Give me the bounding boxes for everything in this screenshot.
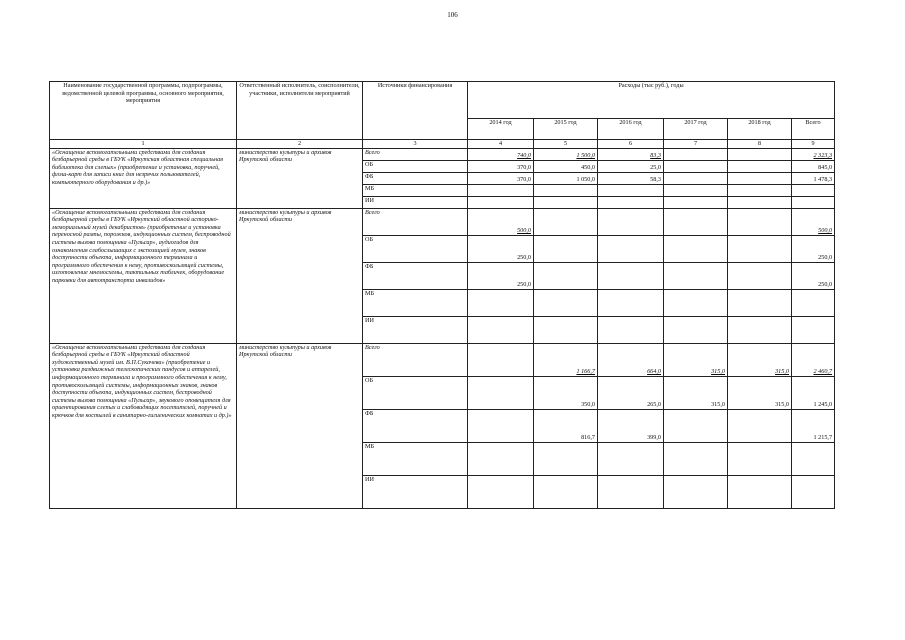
year-value <box>598 235 664 262</box>
column-number: 1 <box>50 140 237 149</box>
year-header: 2015 год <box>534 119 598 140</box>
total-value: 250,0 <box>792 235 835 262</box>
year-value <box>598 316 664 343</box>
year-value <box>468 196 534 208</box>
column-number: 3 <box>363 140 468 149</box>
column-number: 4 <box>468 140 534 149</box>
year-value: 816,7 <box>534 409 598 442</box>
year-value: 58,3 <box>598 172 664 184</box>
funding-source: ИИ <box>363 196 468 208</box>
year-value <box>728 160 792 172</box>
year-value: 250,0 <box>468 235 534 262</box>
year-value <box>664 409 728 442</box>
header-row <box>50 82 835 119</box>
column-number: 7 <box>664 140 728 149</box>
year-value: 315,0 <box>728 343 792 376</box>
funding-source: Всего <box>363 343 468 376</box>
year-value <box>728 442 792 475</box>
funding-source: Всего <box>363 208 468 235</box>
total-value: 1 245,0 <box>792 376 835 409</box>
year-value <box>728 172 792 184</box>
funding-source: ОБ <box>363 160 468 172</box>
activity-description: «Оснащение вспомогательными средствами для создания безбарьерной среды в ГБУК «Иркутский областной историко-мемориальный музей декабристов» (приобретение и установка переносной рампы, порожков, индукционных систем, беспроводной системы вызова помощника «Пульсар», аудиогидов для ознакомления слабослышащих с экспозицией музея, знаков доступности объекта, информационного терминала и программного обеспечения к нему, противоскользящей системы, изготовление мнемосхемы, тактильных табличек, оборудование парковки для автотранспорта инвалидов» <box>50 208 237 343</box>
year-header: 2017 год <box>664 119 728 140</box>
year-value <box>468 442 534 475</box>
activity-description: «Оснащение вспомогательными средствами для создания безбарьерной среды в ГБУК «Иркутский областной художественный музей им. В.П.Сукачева» (приобретение и установка раздвижных телескопических пандусов и аппарелей, информационного терминала и программного обеспечения к нему, противоскользящей системы, информационных знаков, знаков доступности объекта, индукционных систем, беспроводной системы вызова помощника «Пульсар», звукового оповещателя для ориентирования слепых и слабовидящих посетителей, поручней и крючков для костылей в санитарно-гигиенических комнатах и др.)» <box>50 343 237 508</box>
year-value: 1 050,0 <box>534 172 598 184</box>
year-value <box>664 235 728 262</box>
year-value <box>468 316 534 343</box>
column-number: 5 <box>534 140 598 149</box>
year-value: 740,0 <box>468 148 534 160</box>
executor-cell: министерство культуры и архивов Иркутской области <box>237 148 363 208</box>
year-header: 2016 год <box>598 119 664 140</box>
funding-source: МБ <box>363 184 468 196</box>
executor-cell: министерство культуры и архивов Иркутской области <box>237 343 363 508</box>
year-value <box>468 343 534 376</box>
year-value: 1 500,0 <box>534 148 598 160</box>
funding-source: ФБ <box>363 262 468 289</box>
year-value: 350,0 <box>534 376 598 409</box>
table-body <box>50 148 835 508</box>
year-value <box>664 184 728 196</box>
budget-table <box>49 81 835 509</box>
year-header: 2014 год <box>468 119 534 140</box>
year-value: 370,0 <box>468 160 534 172</box>
year-value <box>728 316 792 343</box>
year-value <box>664 160 728 172</box>
year-value <box>534 208 598 235</box>
year-value <box>728 475 792 508</box>
year-value <box>728 289 792 316</box>
total-value <box>792 196 835 208</box>
year-value <box>664 289 728 316</box>
col-expenses-header: Расходы (тыс руб.), годы <box>468 82 835 119</box>
total-header: Всего <box>792 119 835 140</box>
year-value: 1 166,7 <box>534 343 598 376</box>
page-number: 106 <box>447 11 458 19</box>
total-value: 845,0 <box>792 160 835 172</box>
total-value: 2 460,7 <box>792 343 835 376</box>
year-value <box>534 262 598 289</box>
funding-source: ИИ <box>363 316 468 343</box>
year-value <box>598 208 664 235</box>
column-number: 9 <box>792 140 835 149</box>
year-value: 250,0 <box>468 262 534 289</box>
year-value <box>534 235 598 262</box>
funding-source: ФБ <box>363 172 468 184</box>
year-value: 315,0 <box>664 376 728 409</box>
year-value <box>598 442 664 475</box>
funding-source: Всего <box>363 148 468 160</box>
column-number: 2 <box>237 140 363 149</box>
year-value <box>534 316 598 343</box>
total-value <box>792 316 835 343</box>
col-program-header: Наименование государственной программы, подпрограммы, ведомственной целевой программы, основного мероприятия, мероприятия <box>50 82 237 140</box>
table-row <box>50 208 835 235</box>
year-value <box>468 184 534 196</box>
year-value: 265,0 <box>598 376 664 409</box>
year-value <box>664 172 728 184</box>
column-number-row <box>50 140 835 149</box>
year-value <box>728 148 792 160</box>
year-value <box>534 442 598 475</box>
year-value: 370,0 <box>468 172 534 184</box>
table-row <box>50 148 835 160</box>
year-value <box>728 235 792 262</box>
total-value <box>792 289 835 316</box>
total-value: 250,0 <box>792 262 835 289</box>
year-value <box>664 208 728 235</box>
total-value: 1 215,7 <box>792 409 835 442</box>
year-value <box>534 196 598 208</box>
year-value <box>598 184 664 196</box>
col-source-header: Источники финансирования <box>363 82 468 140</box>
total-value: 500,0 <box>792 208 835 235</box>
year-value: 315,0 <box>728 376 792 409</box>
total-value: 1 478,3 <box>792 172 835 184</box>
table-row <box>50 343 835 376</box>
year-value: 500,0 <box>468 208 534 235</box>
year-value <box>664 442 728 475</box>
year-value <box>728 196 792 208</box>
year-value <box>468 289 534 316</box>
year-value: 25,0 <box>598 160 664 172</box>
year-value <box>598 262 664 289</box>
year-value <box>468 409 534 442</box>
total-value <box>792 475 835 508</box>
funding-source: ОБ <box>363 235 468 262</box>
year-value <box>598 475 664 508</box>
year-value <box>468 475 534 508</box>
total-value <box>792 442 835 475</box>
year-value <box>468 376 534 409</box>
year-value: 450,0 <box>534 160 598 172</box>
year-value <box>598 196 664 208</box>
year-value <box>664 316 728 343</box>
year-value <box>664 196 728 208</box>
funding-source: МБ <box>363 289 468 316</box>
column-number: 6 <box>598 140 664 149</box>
year-value: 664,0 <box>598 343 664 376</box>
funding-source: МБ <box>363 442 468 475</box>
year-value <box>664 475 728 508</box>
funding-source: ФБ <box>363 409 468 442</box>
year-value <box>664 262 728 289</box>
year-value <box>664 148 728 160</box>
year-value: 83,3 <box>598 148 664 160</box>
year-value: 399,0 <box>598 409 664 442</box>
year-value <box>728 262 792 289</box>
funding-source: ОБ <box>363 376 468 409</box>
year-value <box>534 475 598 508</box>
year-value <box>728 184 792 196</box>
year-value <box>598 289 664 316</box>
col-executor-header: Ответственный исполнитель, соисполнители, участники, исполнители мероприятий <box>237 82 363 140</box>
year-value: 315,0 <box>664 343 728 376</box>
year-value <box>534 289 598 316</box>
column-number: 8 <box>728 140 792 149</box>
total-value: 2 323,3 <box>792 148 835 160</box>
year-value <box>728 208 792 235</box>
activity-description: «Оснащение вспомогательными средствами для создания безбарьерной среды в ГБУК «Иркутская областная специальная библиотека для слепых» (приобретение и установка, поручней, флэш-карт для записи книг для незрячих пользователей, компьютерного оборудования и др.)» <box>50 148 237 208</box>
year-header: 2018 год <box>728 119 792 140</box>
year-value <box>534 184 598 196</box>
year-value <box>728 409 792 442</box>
funding-source: ИИ <box>363 475 468 508</box>
executor-cell: министерство культуры и архивов Иркутской области <box>237 208 363 343</box>
total-value <box>792 184 835 196</box>
